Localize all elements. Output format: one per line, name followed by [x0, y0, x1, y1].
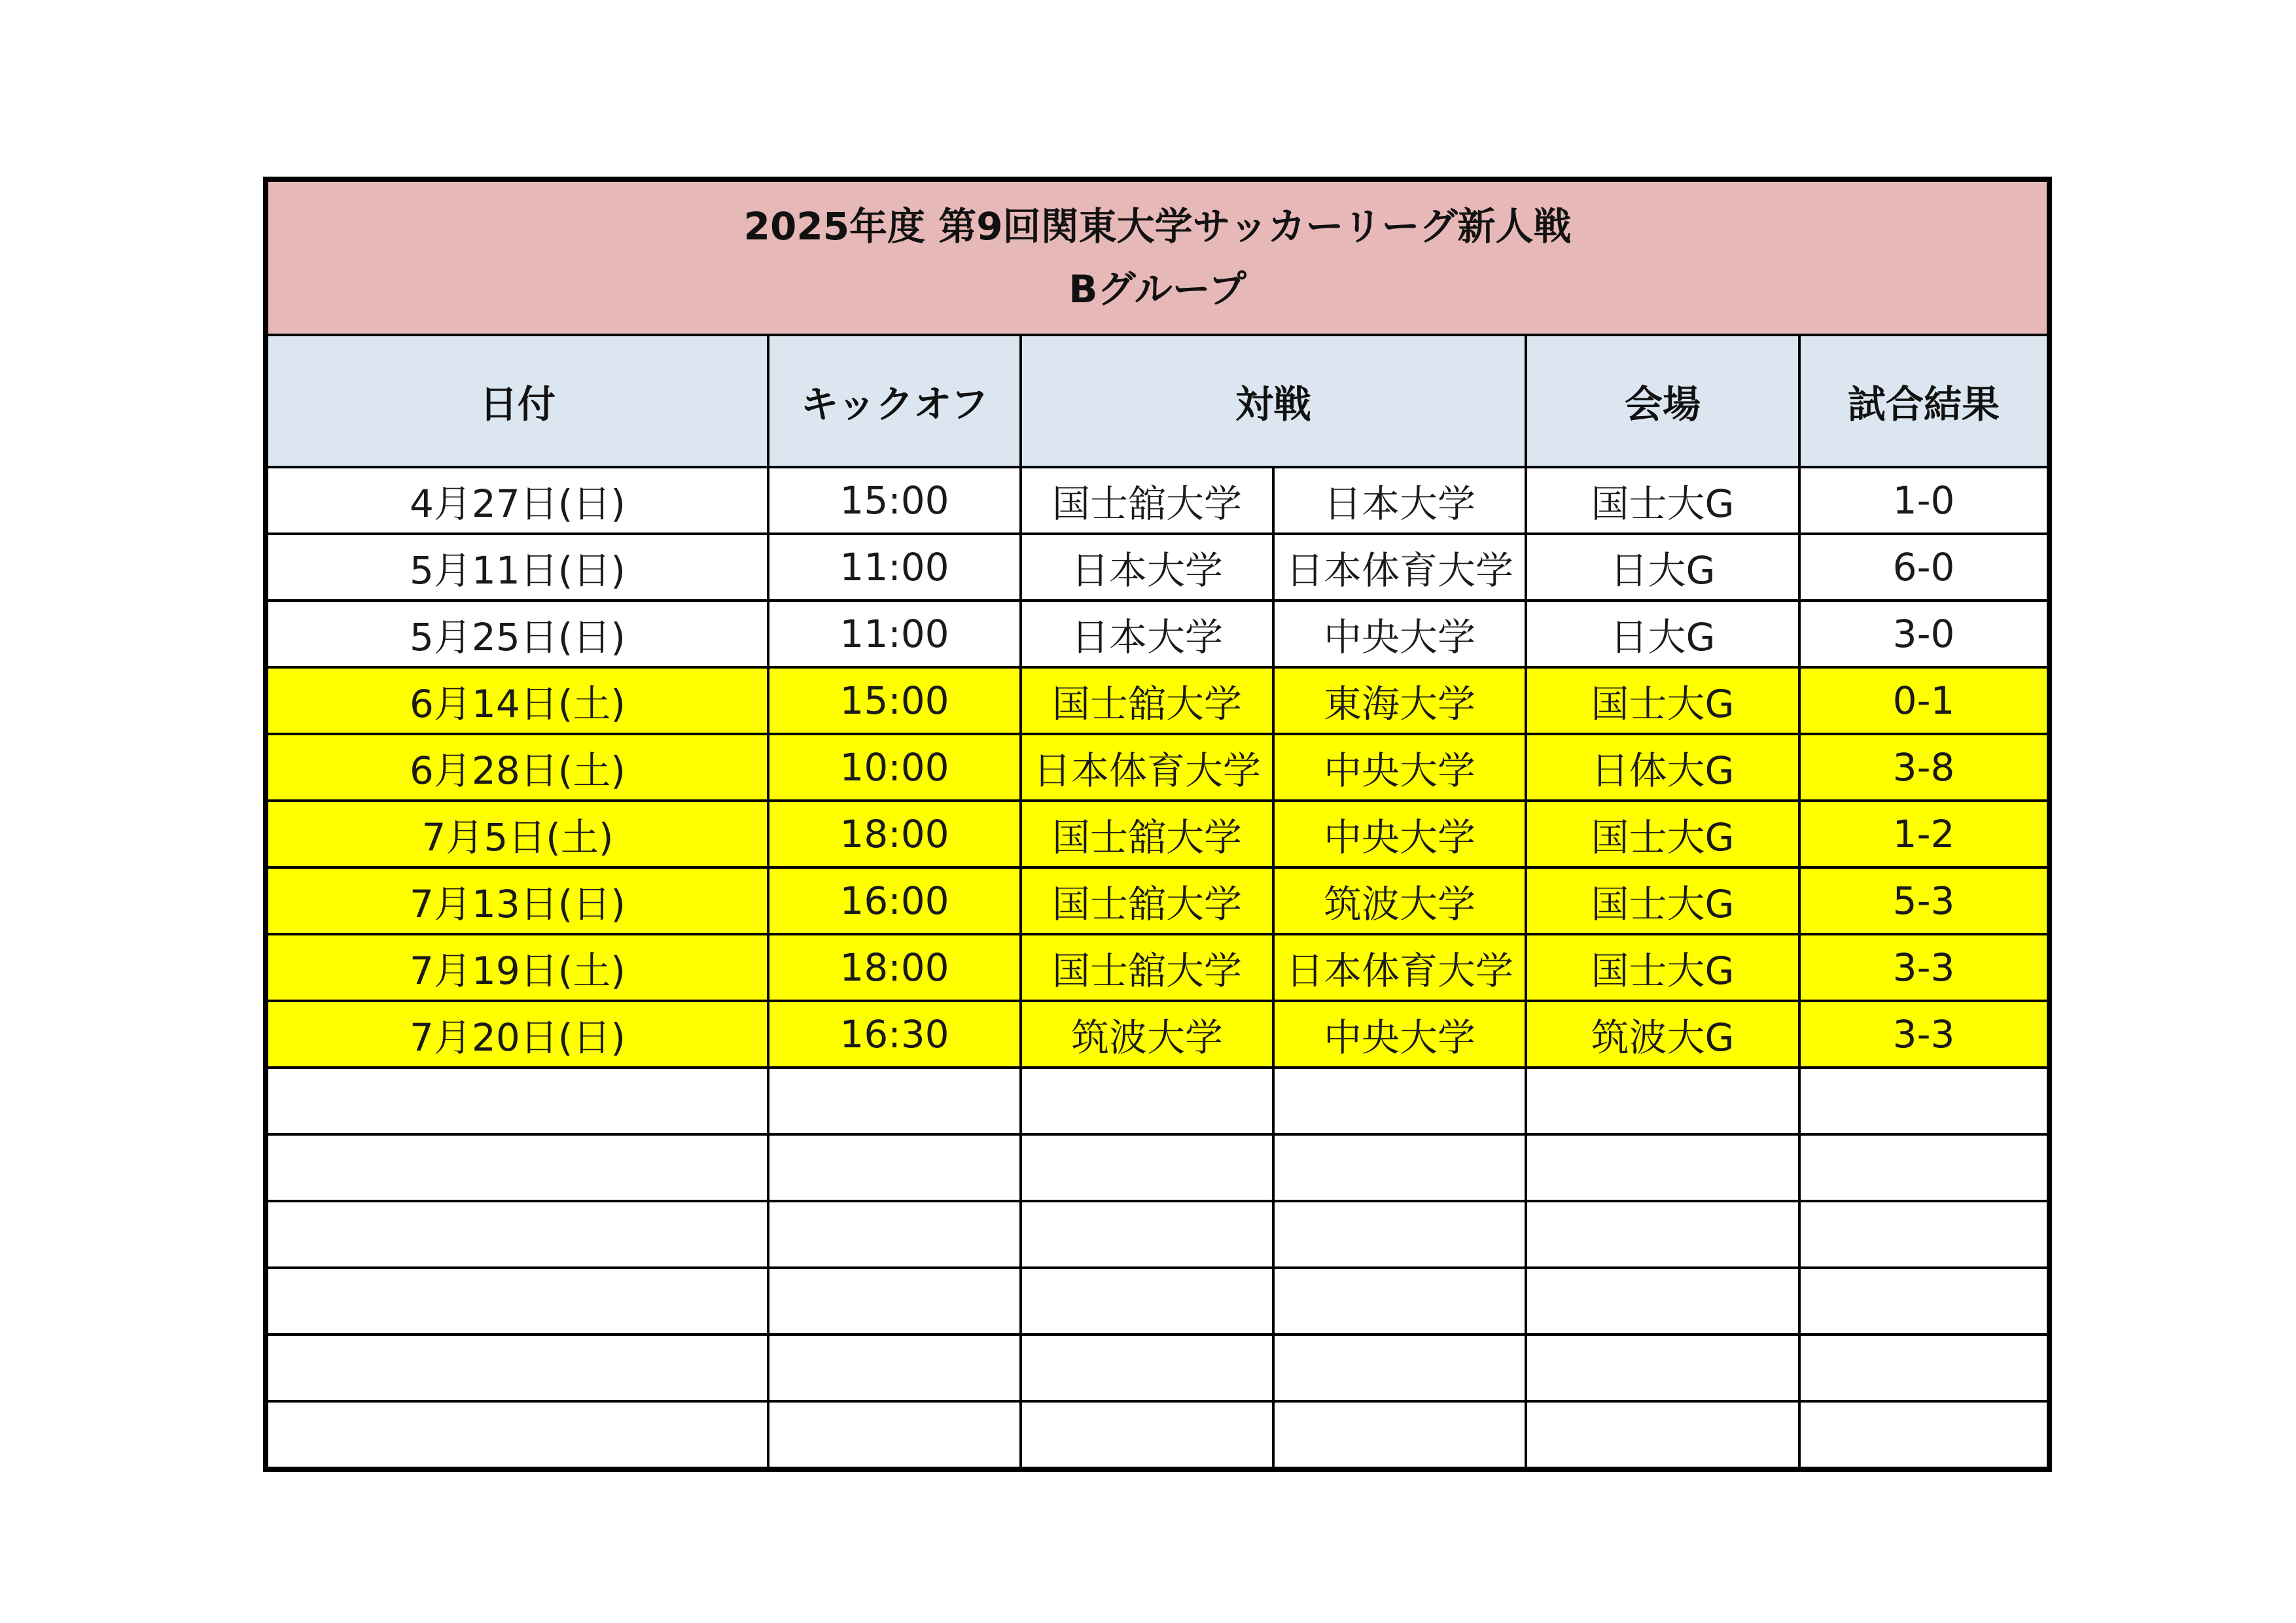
cell-venue: [1526, 1134, 1799, 1201]
cell-home-team: 国士舘大学: [1021, 667, 1273, 734]
cell-venue: 日大G: [1526, 534, 1799, 601]
table-row: [266, 1068, 2049, 1134]
header-date: 日付: [266, 335, 768, 467]
cell-away-team: 筑波大学: [1273, 867, 1526, 934]
cell-venue: [1526, 1201, 1799, 1268]
table-row: [266, 1401, 2049, 1469]
cell-kickoff: 18:00: [768, 934, 1021, 1001]
table-row: [266, 601, 2049, 667]
cell-away-team: 日本大学: [1273, 467, 1526, 534]
cell-kickoff: [768, 1201, 1021, 1268]
cell-home-team: 国士舘大学: [1021, 934, 1273, 1001]
cell-away-team: [1273, 1068, 1526, 1134]
cell-home-team: [1021, 1401, 1273, 1469]
cell-date: [266, 1268, 768, 1335]
cell-result: 6-0: [1799, 534, 2049, 601]
cell-date: [266, 1068, 768, 1134]
cell-result: 3-0: [1799, 601, 2049, 667]
table-row: [266, 1134, 2049, 1201]
cell-home-team: 国士舘大学: [1021, 867, 1273, 934]
cell-away-team: [1273, 1268, 1526, 1335]
cell-date: 7月5日(土): [266, 801, 768, 867]
table-row: [266, 801, 2049, 867]
cell-date: 6月14日(土): [266, 667, 768, 734]
cell-result: [1799, 1335, 2049, 1401]
cell-venue: 国士大G: [1526, 467, 1799, 534]
cell-home-team: [1021, 1201, 1273, 1268]
schedule-table: [263, 177, 2052, 1472]
cell-kickoff: 11:00: [768, 534, 1021, 601]
cell-venue: [1526, 1268, 1799, 1335]
cell-date: [266, 1335, 768, 1401]
cell-home-team: [1021, 1068, 1273, 1134]
cell-result: 0-1: [1799, 667, 2049, 734]
cell-result: 1-2: [1799, 801, 2049, 867]
cell-date: 4月27日(日): [266, 467, 768, 534]
cell-kickoff: [768, 1401, 1021, 1469]
cell-home-team: [1021, 1134, 1273, 1201]
header-kickoff: キックオフ: [768, 335, 1021, 467]
table-row: [266, 534, 2049, 601]
cell-home-team: 筑波大学: [1021, 1001, 1273, 1068]
cell-home-team: 国士舘大学: [1021, 801, 1273, 867]
match-rows: [266, 467, 2049, 1469]
cell-kickoff: [768, 1134, 1021, 1201]
header-result: 試合結果: [1799, 335, 2049, 467]
title-line-2: Bグループ: [1069, 267, 1246, 311]
cell-result: 1-0: [1799, 467, 2049, 534]
cell-date: 5月25日(日): [266, 601, 768, 667]
cell-kickoff: 15:00: [768, 467, 1021, 534]
title-line-1: 2025年度 第9回関東大学サッカーリーグ新人戦: [743, 204, 1572, 249]
cell-kickoff: 16:00: [768, 867, 1021, 934]
cell-result: 3-3: [1799, 1001, 2049, 1068]
cell-date: 5月11日(日): [266, 534, 768, 601]
cell-away-team: 日本体育大学: [1273, 934, 1526, 1001]
title-row: [266, 179, 2049, 335]
cell-result: 5-3: [1799, 867, 2049, 934]
cell-away-team: [1273, 1335, 1526, 1401]
table-title: [266, 179, 2049, 335]
cell-date: [266, 1201, 768, 1268]
cell-away-team: [1273, 1201, 1526, 1268]
table-row: [266, 867, 2049, 934]
cell-venue: 筑波大G: [1526, 1001, 1799, 1068]
cell-result: [1799, 1268, 2049, 1335]
cell-away-team: [1273, 1401, 1526, 1469]
cell-venue: 国士大G: [1526, 934, 1799, 1001]
cell-home-team: [1021, 1335, 1273, 1401]
table-row: [266, 1335, 2049, 1401]
cell-venue: 国士大G: [1526, 867, 1799, 934]
header-venue: 会場: [1526, 335, 1799, 467]
table-row: [266, 1001, 2049, 1068]
cell-home-team: 日本体育大学: [1021, 734, 1273, 801]
cell-date: 7月19日(土): [266, 934, 768, 1001]
cell-venue: 国士大G: [1526, 801, 1799, 867]
cell-kickoff: [768, 1268, 1021, 1335]
cell-home-team: 日本大学: [1021, 534, 1273, 601]
cell-away-team: [1273, 1134, 1526, 1201]
cell-away-team: 東海大学: [1273, 667, 1526, 734]
cell-home-team: 国士舘大学: [1021, 467, 1273, 534]
cell-kickoff: 16:30: [768, 1001, 1021, 1068]
cell-away-team: 中央大学: [1273, 801, 1526, 867]
cell-away-team: 日本体育大学: [1273, 534, 1526, 601]
cell-venue: 国士大G: [1526, 667, 1799, 734]
cell-result: [1799, 1134, 2049, 1201]
table-row: [266, 734, 2049, 801]
cell-date: [266, 1401, 768, 1469]
table-row: [266, 467, 2049, 534]
cell-kickoff: [768, 1335, 1021, 1401]
cell-date: [266, 1134, 768, 1201]
cell-venue: [1526, 1335, 1799, 1401]
cell-away-team: 中央大学: [1273, 734, 1526, 801]
cell-venue: [1526, 1401, 1799, 1469]
cell-venue: 日大G: [1526, 601, 1799, 667]
cell-home-team: 日本大学: [1021, 601, 1273, 667]
cell-kickoff: 11:00: [768, 601, 1021, 667]
table-row: [266, 934, 2049, 1001]
cell-result: 3-8: [1799, 734, 2049, 801]
cell-kickoff: 18:00: [768, 801, 1021, 867]
cell-date: 6月28日(土): [266, 734, 768, 801]
cell-venue: [1526, 1068, 1799, 1134]
cell-home-team: [1021, 1268, 1273, 1335]
cell-venue: 日体大G: [1526, 734, 1799, 801]
table-row: [266, 1268, 2049, 1335]
cell-result: [1799, 1401, 2049, 1469]
table-row: [266, 667, 2049, 734]
header-match: 対戦: [1021, 335, 1526, 467]
cell-date: 7月13日(日): [266, 867, 768, 934]
cell-result: [1799, 1068, 2049, 1134]
cell-kickoff: 10:00: [768, 734, 1021, 801]
table-row: [266, 1201, 2049, 1268]
cell-result: 3-3: [1799, 934, 2049, 1001]
cell-away-team: 中央大学: [1273, 601, 1526, 667]
cell-kickoff: [768, 1068, 1021, 1134]
cell-kickoff: 15:00: [768, 667, 1021, 734]
cell-away-team: 中央大学: [1273, 1001, 1526, 1068]
header-row: [266, 335, 2049, 467]
cell-result: [1799, 1201, 2049, 1268]
cell-date: 7月20日(日): [266, 1001, 768, 1068]
